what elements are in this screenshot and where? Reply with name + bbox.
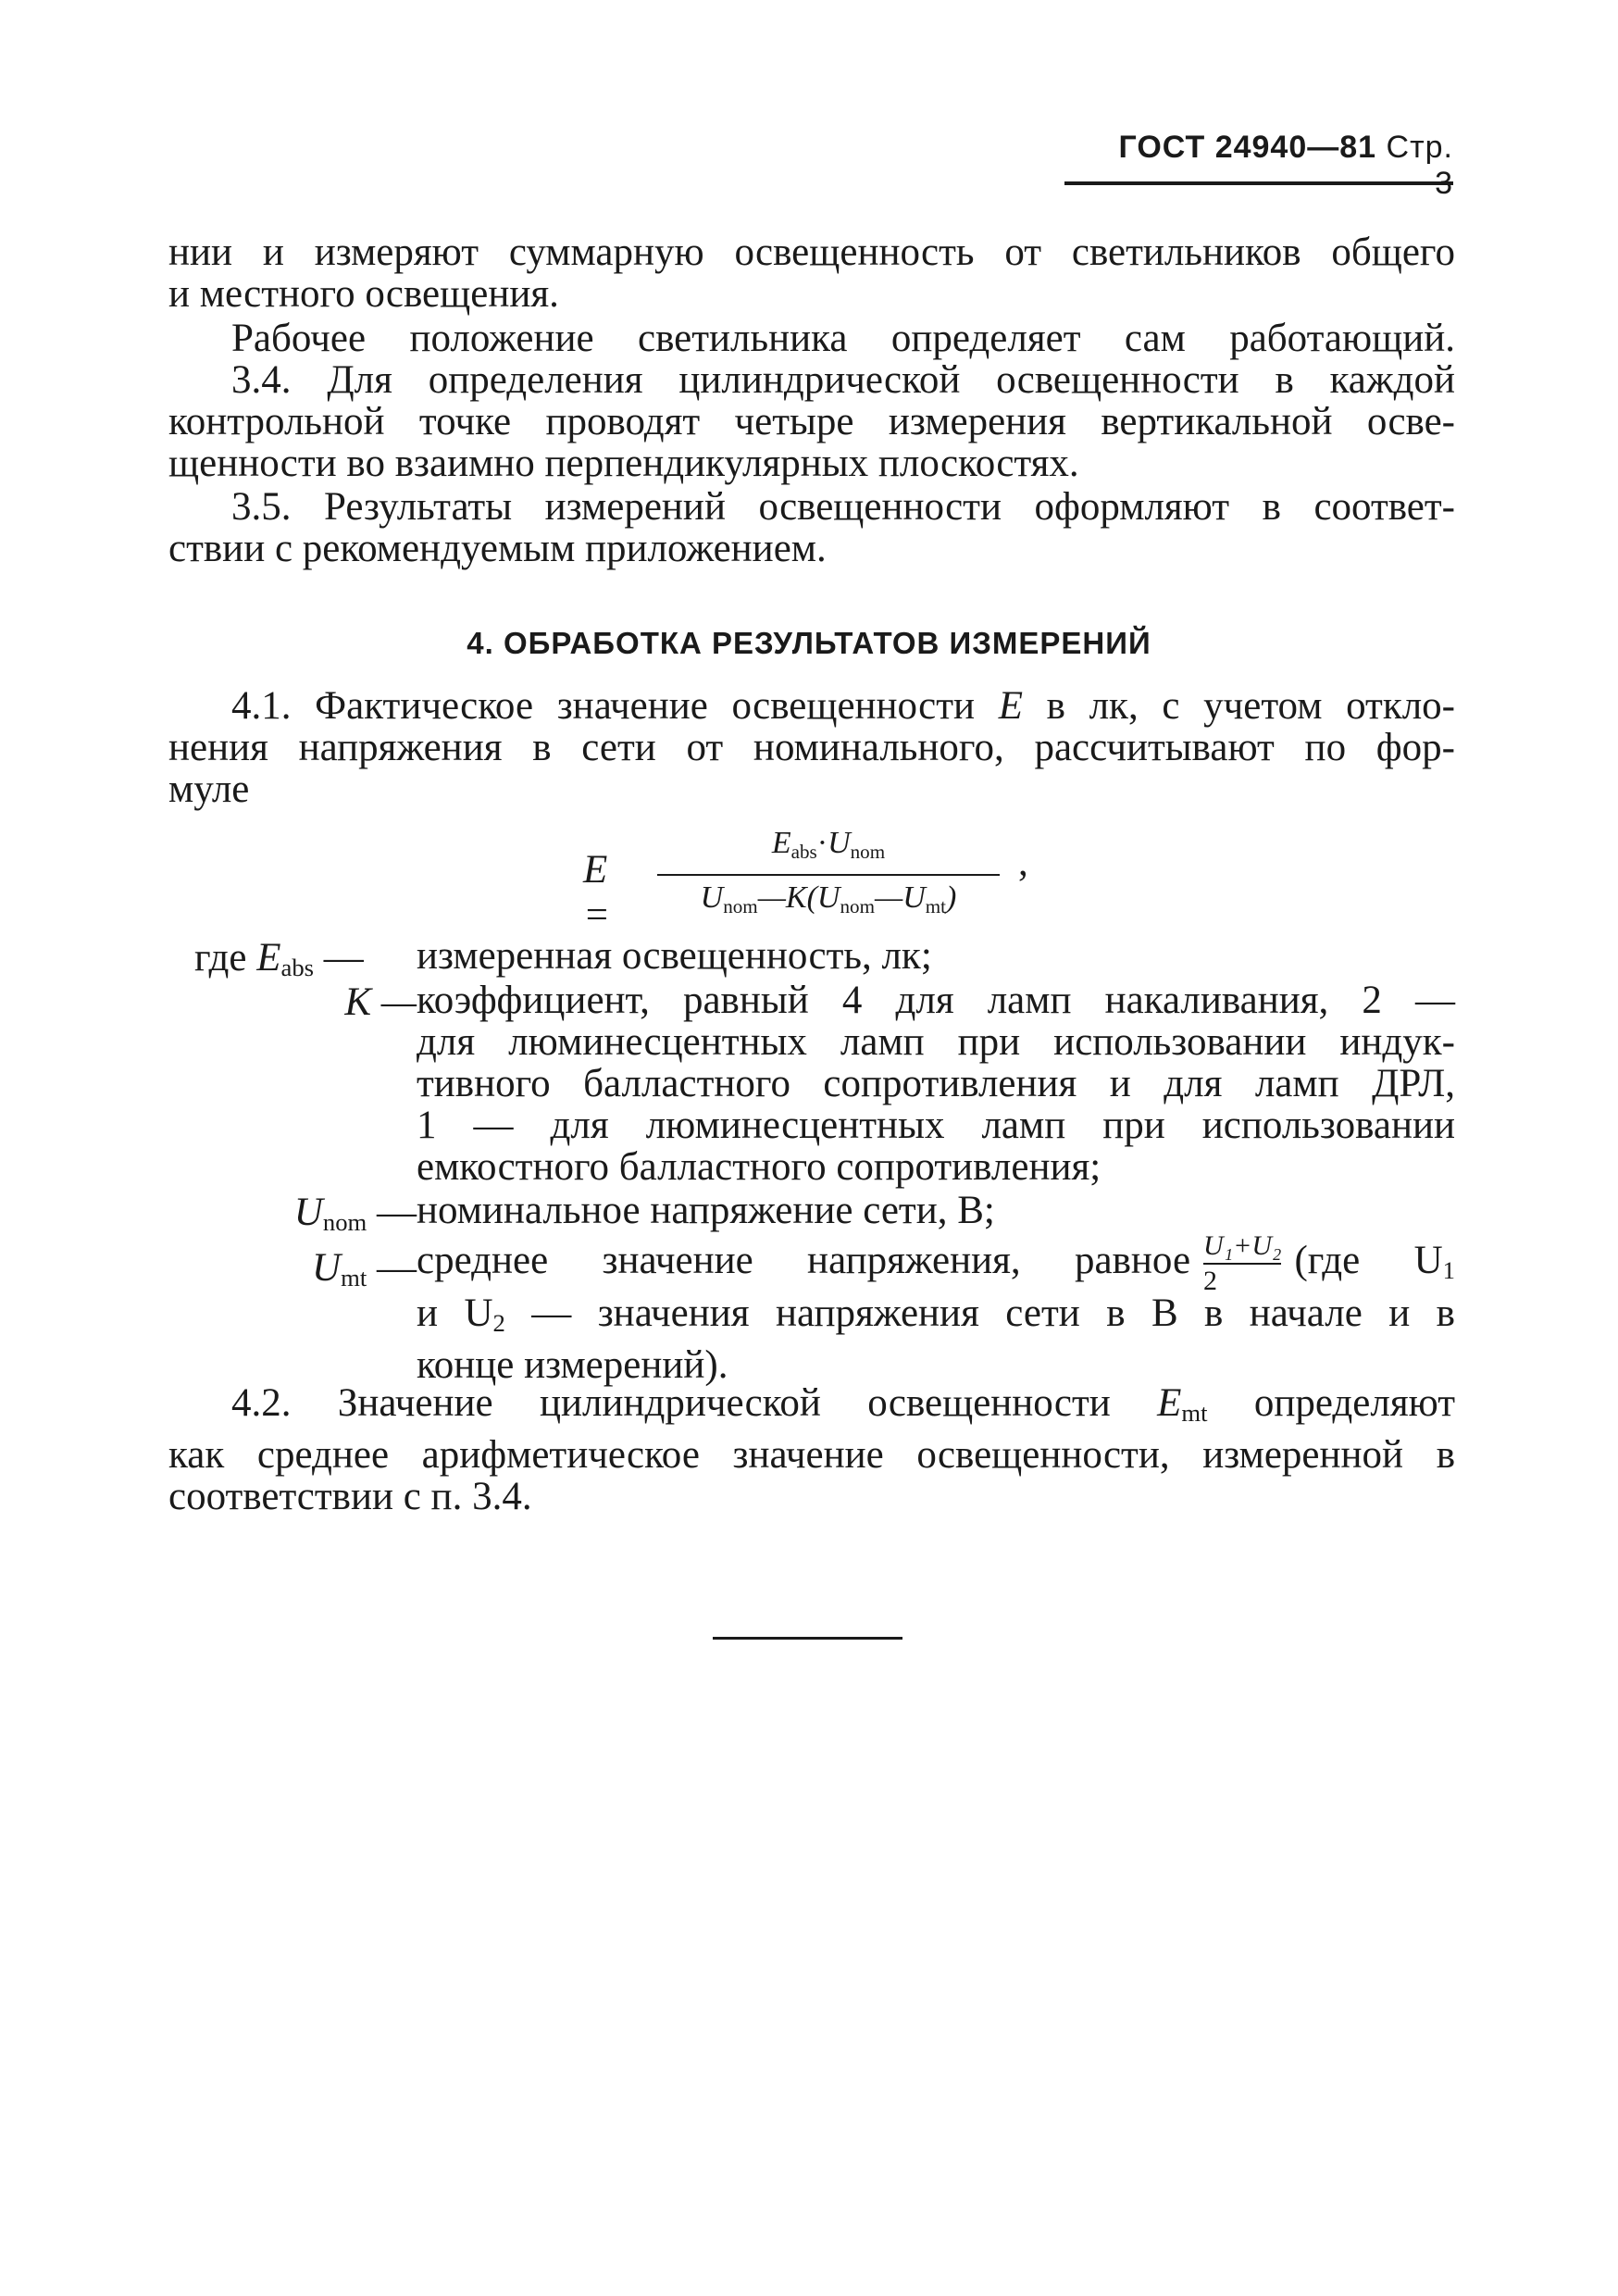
document-number: ГОСТ 24940—81 <box>1118 130 1377 165</box>
paragraph-continuation <box>168 231 1455 315</box>
text-line: ствии с рекомендуемым приложением. <box>168 527 827 570</box>
def-term-unom: $U_{nom}$ — <box>293 1191 417 1236</box>
text-line: тивного балластного сопротивления и для ламп ДРЛ, <box>417 1062 1455 1105</box>
section-4-title: 4. ОБРАБОТКА РЕЗУЛЬТАТОВ ИЗМЕРЕНИЙ <box>467 626 1151 660</box>
paragraph-3-5 <box>168 486 1455 569</box>
paragraph-4-2 <box>168 1382 1455 1517</box>
text-line: соответствии с п. 3.4. <box>168 1475 532 1518</box>
paragraph-3-4 <box>168 359 1455 484</box>
def-term-umt: $U_{mt}$ — <box>312 1246 417 1292</box>
text-line: 3.4. Для определения цилиндрической освещенности в каждой <box>231 358 1455 402</box>
def-text-eabs: измеренная освещенность, лк; <box>417 934 932 978</box>
text-line: 1 — для люминесцентных ламп при использовании <box>417 1104 1455 1147</box>
text-line: 4.1. Фактическое значение освещенности E в лк, с учетом откло- <box>231 684 1455 728</box>
formula-fraction <box>657 823 1000 925</box>
formula-comma: , <box>1018 841 1028 884</box>
text-line: контрольной точке проводят четыре измерения вертикальной осве- <box>168 400 1455 443</box>
text-line: 3.5. Результаты измерений освещенности оформляют в соответ- <box>231 485 1455 529</box>
text-line: и $U_2$ — значения напряжения сети в В в начале и в <box>417 1292 1455 1337</box>
text-line: и местного освещения. <box>168 272 559 316</box>
text-line: нения напряжения в сети от номинального, рассчитывают по фор- <box>168 726 1455 769</box>
formula-numerator: $E_{abs}\cdot U_{nom}$ <box>771 826 886 863</box>
paragraph-4-1 <box>168 685 1455 810</box>
def-text-unom: номинальное напряжение сети, В; <box>417 1189 995 1232</box>
text-line: муле <box>168 767 250 811</box>
text-line: Рабочее положение светильника определяет сам работающий. <box>231 317 1455 360</box>
def-term-k: K — <box>344 980 417 1024</box>
page-number: Стр. <box>1386 130 1453 165</box>
fraction-bar <box>657 874 1000 876</box>
text-line: емкостного балластного сопротивления; <box>417 1145 1101 1189</box>
formula-lhs: E = <box>583 848 611 937</box>
header-rule <box>1064 181 1453 185</box>
paragraph-work-position <box>168 318 1455 359</box>
text-line: среднее значение напряжения, равное $\frac{\text{U₁+U₂}}{2} (где$ $U_1$ <box>417 1230 1455 1296</box>
formula-denominator: $U_{nom}—K(U_{nom}—U_{mt})$ <box>700 880 957 917</box>
text-line: для люминесцентных ламп при использовании индук- <box>417 1020 1455 1064</box>
mean-voltage-fraction: $\frac{\text{U₁+U₂}}{2}$ <box>1203 1230 1282 1296</box>
text-line: щенности во взаимно перпендикулярных плоскостях. <box>168 442 1079 485</box>
text-line: как среднее арифметическое значение освещенности, измеренной в <box>168 1433 1455 1477</box>
def-text-umt <box>417 1231 1455 1386</box>
page-header <box>1101 130 1453 202</box>
def-term-eabs: где $E_{abs}$ — <box>194 936 364 981</box>
text-line: коэффициент, равный 4 для ламп накаливания, 2 — <box>417 979 1455 1022</box>
text-line: 4.2. Значение цилиндрической освещенности $E_{mt}$ определяют <box>231 1381 1455 1427</box>
end-rule <box>713 1637 902 1640</box>
text-line: нии и измеряют суммарную освещенность от светильников общего <box>168 231 1455 274</box>
text-line: конце измерений). <box>417 1343 728 1387</box>
def-text-k <box>417 980 1455 1188</box>
